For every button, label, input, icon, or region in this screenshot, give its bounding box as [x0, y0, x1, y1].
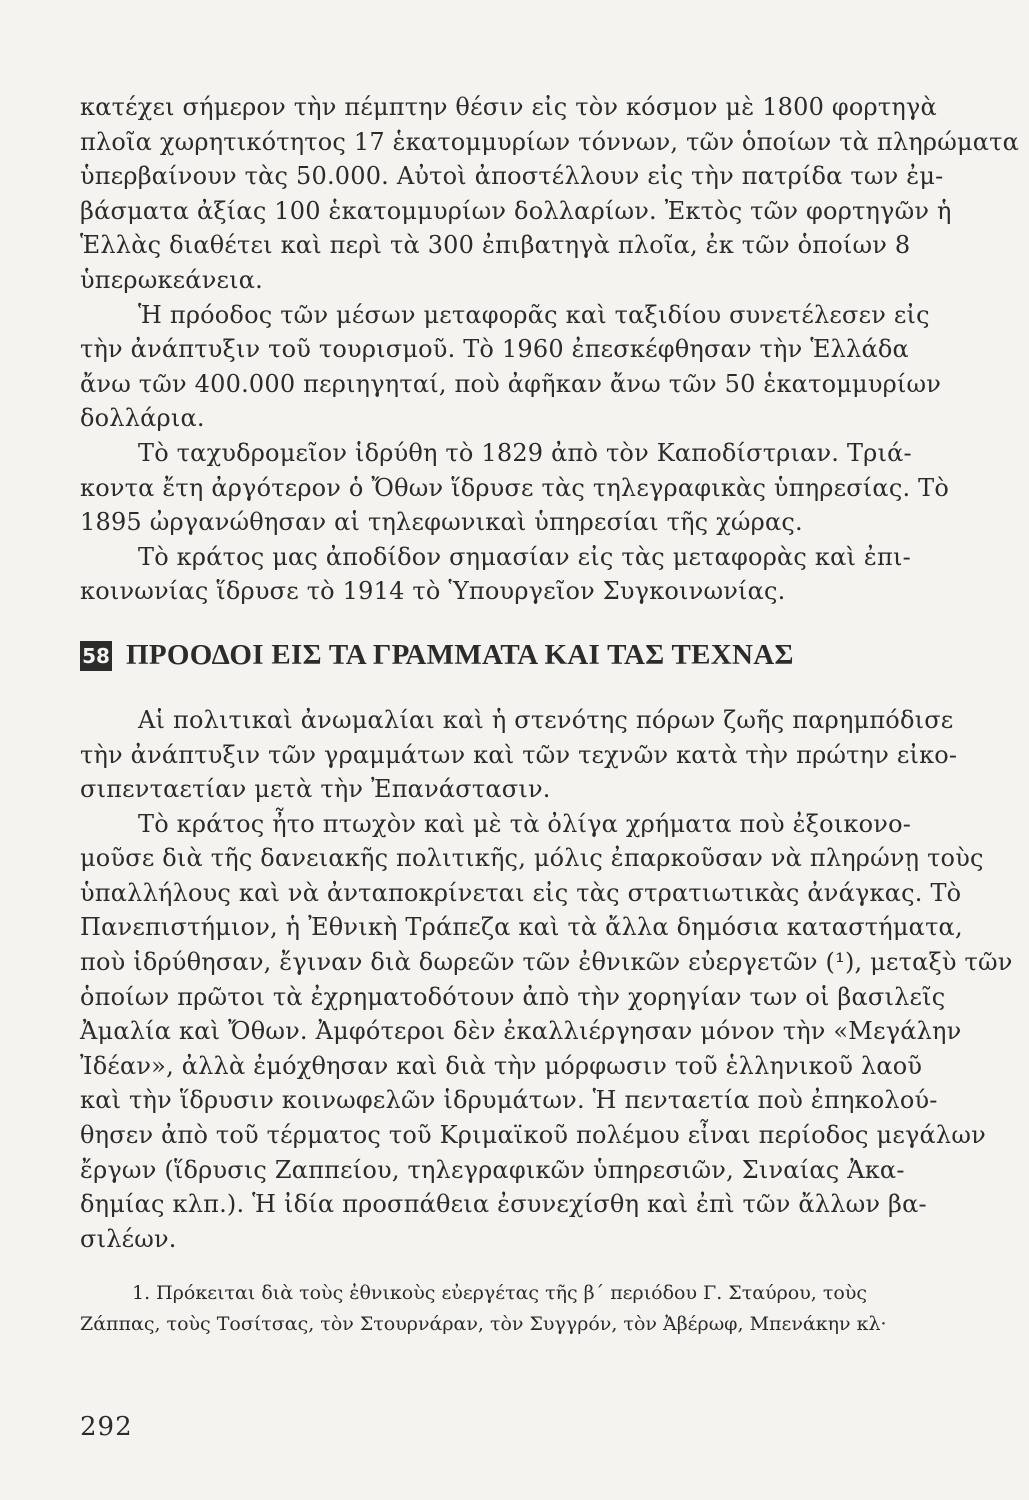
text-line: ἄνω τῶν 400.000 περιηγηταί, ποὺ ἀφῆκαν ἄνω τῶν 50 ἑκατομμυρίων: [80, 369, 942, 398]
text-line: Τὸ κράτος ἦτο πτωχὸν καὶ μὲ τὰ ὀλίγα χρήματα ποὺ ἐξοικονο-: [138, 809, 912, 838]
text-line: Αἱ πολιτικαὶ ἀνωμαλίαι καὶ ἡ στενότης πόρων ζωῆς παρημπόδισε: [138, 705, 954, 734]
text-line: Ἀμαλία καὶ Ὄθων. Ἀμφότεροι δὲν ἐκαλλιέργησαν μόνον τὴν «Μεγάλην: [80, 1017, 962, 1046]
page-number: 292: [80, 1412, 133, 1442]
text-line: βάσματα ἀξίας 100 ἑκατομμυρίων δολλαρίων. Ἐκτὸς τῶν φορτηγῶν ἡ: [80, 196, 952, 225]
text-line: καὶ τὴν ἵδρυσιν κοινωφελῶν ἱδρυμάτων. Ἡ πενταετία ποὺ ἐπηκολού-: [80, 1086, 938, 1115]
section-title: ΠΡΟΟΔΟΙ ΕΙΣ ΤΑ ΓΡΑΜΜΑΤΑ ΚΑΙ ΤΑΣ ΤΕΧΝΑΣ: [126, 639, 794, 672]
paragraph-shipping: [80, 90, 1020, 298]
text-line: μοῦσε διὰ τῆς δανειακῆς πολιτικῆς, μόλις ἐπαρκοῦσαν νὰ πληρώνῃ τοὺς: [80, 844, 984, 873]
text-line: πλοῖα χωρητικότητος 17 ἑκατομμυρίων τόννων, τῶν ὁποίων τὰ πληρώματα: [80, 127, 1020, 156]
paragraph-letters-arts: [80, 703, 958, 807]
paragraph-state-funding: [80, 807, 1013, 1257]
text-line: σιπενταετίαν μετὰ τὴν Ἐπανάστασιν.: [80, 775, 551, 804]
text-line: ὑπερβαίνουν τὰς 50.000. Αὐτοὶ ἀποστέλλουν εἰς τὴν πατρίδα των ἐμ-: [80, 162, 944, 191]
text-line: Ἡ πρόοδος τῶν μέσων μεταφορᾶς καὶ ταξιδίου συνετέλεσεν εἰς: [138, 300, 930, 329]
text-line: ὁποίων πρῶτοι τὰ ἐχρηματοδότουν ἀπὸ τὴν χορηγίαν των οἱ βασιλεῖς: [80, 982, 946, 1011]
text-line: ποὺ ἱδρύθησαν, ἔγιναν διὰ δωρεῶν τῶν ἐθνικῶν εὐεργετῶν (¹), μεταξὺ τῶν: [80, 948, 1013, 977]
text-line: Τὸ κράτος μας ἀποδίδον σημασίαν εἰς τὰς μεταφορὰς καὶ ἐπι-: [138, 542, 911, 571]
text-line: κοινωνίας ἵδρυσε τὸ 1914 τὸ Ὑπουργεῖον Συγκοινωνίας.: [80, 577, 786, 606]
text-line: 1895 ὠργανώθησαν αἱ τηλεφωνικαὶ ὑπηρεσίαι τῆς χώρας.: [80, 508, 803, 537]
text-line: κατέχει σήμερον τὴν πέμπτην θέσιν εἰς τὸν κόσμον μὲ 1800 φορτηγὰ: [80, 93, 937, 121]
text-line: δολλάρια.: [80, 404, 205, 433]
footnote-line: Ζάππας, τοὺς Τοσίτσας, τὸν Στουρνάραν, τὸν Συγγρόν, τὸν Ἀβέρωφ, Μπενάκην κλ·: [80, 1313, 887, 1336]
paragraph-postal: [80, 436, 949, 540]
page-body: [80, 90, 1020, 1340]
text-line: τὴν ἀνάπτυξιν τοῦ τουρισμοῦ. Τὸ 1960 ἐπεσκέφθησαν τὴν Ἑλλάδα: [80, 335, 909, 364]
text-line: θησεν ἀπὸ τοῦ τέρματος τοῦ Κριμαϊκοῦ πολέμου εἶναι περίοδος μεγάλων: [80, 1121, 986, 1150]
text-line: Τὸ ταχυδρομεῖον ἱδρύθη τὸ 1829 ἀπὸ τὸν Καποδίστριαν. Τριά-: [138, 438, 912, 467]
text-line: κοντα ἔτη ἀργότερον ὁ Ὄθων ἵδρυσε τὰς τηλεγραφικὰς ὑπηρεσίας. Τὸ: [80, 473, 949, 502]
text-line: ὑπερωκεάνεια.: [80, 265, 263, 294]
section-number-badge: 58: [80, 641, 112, 671]
text-line: σιλέων.: [80, 1224, 177, 1253]
text-line: ἔργων (ἵδρυσις Ζαππείου, τηλεγραφικῶν ὑπηρεσιῶν, Σιναίας Ἀκα-: [80, 1155, 905, 1184]
text-line: δημίας κλπ.). Ἡ ἰδία προσπάθεια ἐσυνεχίσθη καὶ ἐπὶ τῶν ἄλλων βα-: [80, 1190, 927, 1219]
text-line: Ἰδέαν», ἀλλὰ ἐμόχθησαν καὶ διὰ τὴν μόρφωσιν τοῦ ἑλληνικοῦ λαοῦ: [80, 1051, 923, 1080]
section-heading: [80, 639, 930, 673]
text-line: τὴν ἀνάπτυξιν τῶν γραμμάτων καὶ τῶν τεχνῶν κατὰ τὴν πρώτην εἰκο-: [80, 740, 958, 769]
text-line: ὑπαλλήλους καὶ νὰ ἀνταποκρίνεται εἰς τὰς στρατιωτικὰς ἀνάγκας. Τὸ: [80, 878, 962, 907]
footnote-line: 1. Πρόκειται διὰ τοὺς ἐθνικοὺς εὐεργέτας τῆς β΄ περιόδου Γ. Σταύρου, τοὺς: [132, 1282, 868, 1305]
paragraph-tourism: [80, 298, 942, 436]
text-line: Ἑλλὰς διαθέτει καὶ περὶ τὰ 300 ἐπιβατηγὰ πλοῖα, ἐκ τῶν ὁποίων 8: [80, 231, 911, 260]
footnote: [80, 1278, 930, 1340]
paragraph-ministry: [80, 540, 930, 609]
text-line: Πανεπιστήμιον, ἡ Ἐθνικὴ Τράπεζα καὶ τὰ ἄλλα δημόσια καταστήματα,: [80, 913, 963, 942]
